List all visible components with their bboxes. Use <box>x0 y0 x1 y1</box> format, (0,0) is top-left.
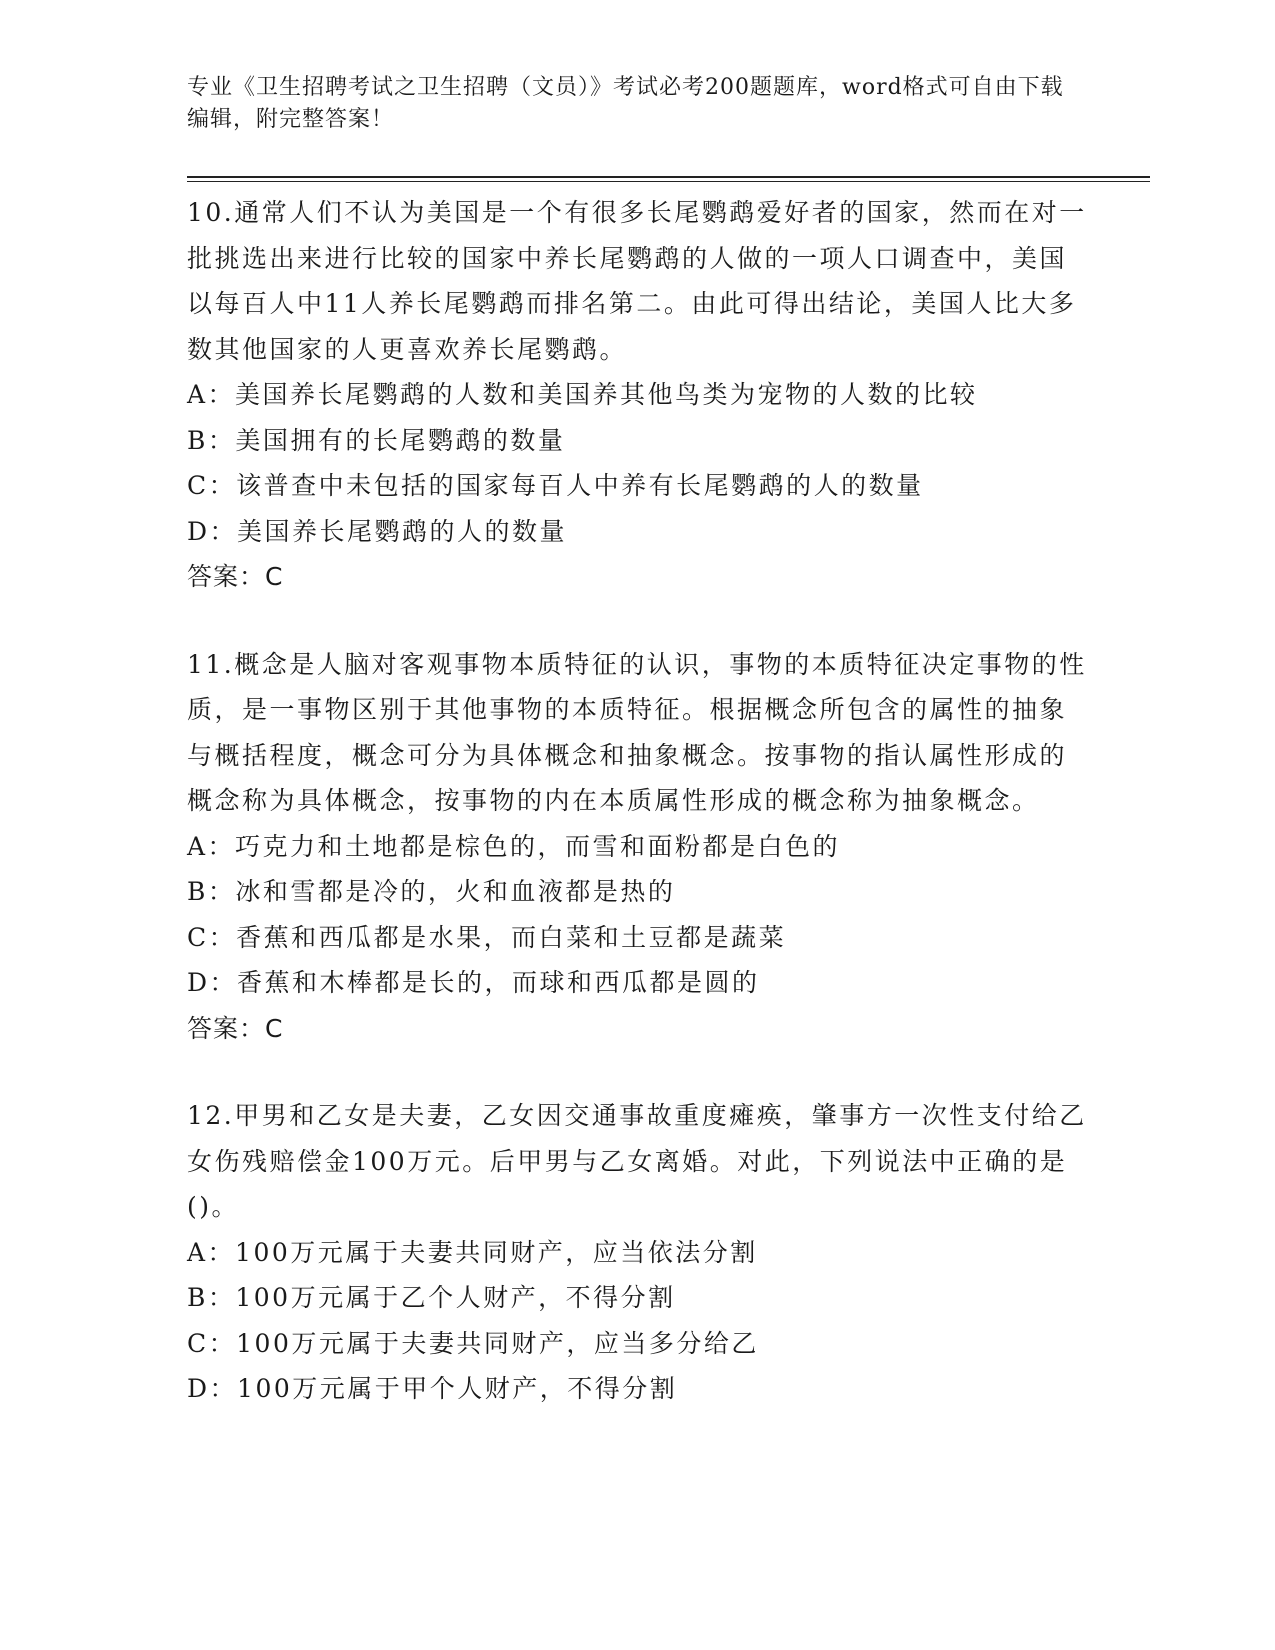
option-d: D：美国养长尾鹦鹉的人的数量 <box>187 516 568 546</box>
document-header: 专业《卫生招聘考试之卫生招聘（文员）》考试必考200题题库，word格式可自由下载编辑，附完整答案！ <box>187 75 1064 132</box>
option-d: D：100万元属于甲个人财产，不得分割 <box>187 1374 678 1403</box>
option-b: B：美国拥有的长尾鹦鹉的数量 <box>187 425 566 455</box>
option-c: C：该普查中未包括的国家每百人中养有长尾鹦鹉的人的数量 <box>187 471 924 500</box>
answer-line: 答案：C <box>187 1013 284 1043</box>
question-11 <box>187 642 1087 1052</box>
option-c: C：香蕉和西瓜都是水果，而白菜和土豆都是蔬菜 <box>187 922 787 952</box>
header-rule-thin <box>187 181 1150 182</box>
question-list <box>187 190 1087 1412</box>
option-d: D：香蕉和木棒都是长的，而球和西瓜都是圆的 <box>187 968 760 997</box>
option-b: B：冰和雪都是冷的，火和血液都是热的 <box>187 877 676 906</box>
option-a: A：100万元属于夫妻共同财产，应当依法分割 <box>187 1237 758 1267</box>
option-a: A：美国养长尾鹦鹉的人数和美国养其他鸟类为宠物的人数的比较 <box>187 380 978 409</box>
option-c: C：100万元属于夫妻共同财产，应当多分给乙 <box>187 1328 759 1358</box>
header-rule-thick <box>187 176 1150 178</box>
question-stem: 11.概念是人脑对客观事物本质特征的认识，事物的本质特征决定事物的性质，是一事物区别于其他事物的本质特征。根据概念所包含的属性的抽象与概括程度，概念可分为具体概念和抽象概念。按事物的指认属性形成的概念称为具体概念，按事物的内在本质属性形成的概念称为抽象概念。 <box>187 649 1087 815</box>
question-stem: 10.通常人们不认为美国是一个有很多长尾鹦鹉爱好者的国家，然而在对一批挑选出来进行比较的国家中养长尾鹦鹉的人做的一项人口调查中，美国以每百人中11人养长尾鹦鹉而排名第二。由此可得出结论，美国人比大多数其他国家的人更喜欢养长尾鹦鹉。 <box>187 198 1087 364</box>
question-10 <box>187 190 1087 600</box>
question-12 <box>187 1093 1087 1412</box>
answer-line: 答案：C <box>187 562 284 591</box>
option-a: A：巧克力和土地都是棕色的，而雪和面粉都是白色的 <box>187 831 841 861</box>
option-b: B：100万元属于乙个人财产，不得分割 <box>187 1283 676 1312</box>
question-stem: 12.甲男和乙女是夫妻，乙女因交通事故重度瘫痪，肇事方一次性支付给乙女伤残赔偿金100万元。后甲男与乙女离婚。对此，下列说法中正确的是()。 <box>187 1101 1087 1221</box>
